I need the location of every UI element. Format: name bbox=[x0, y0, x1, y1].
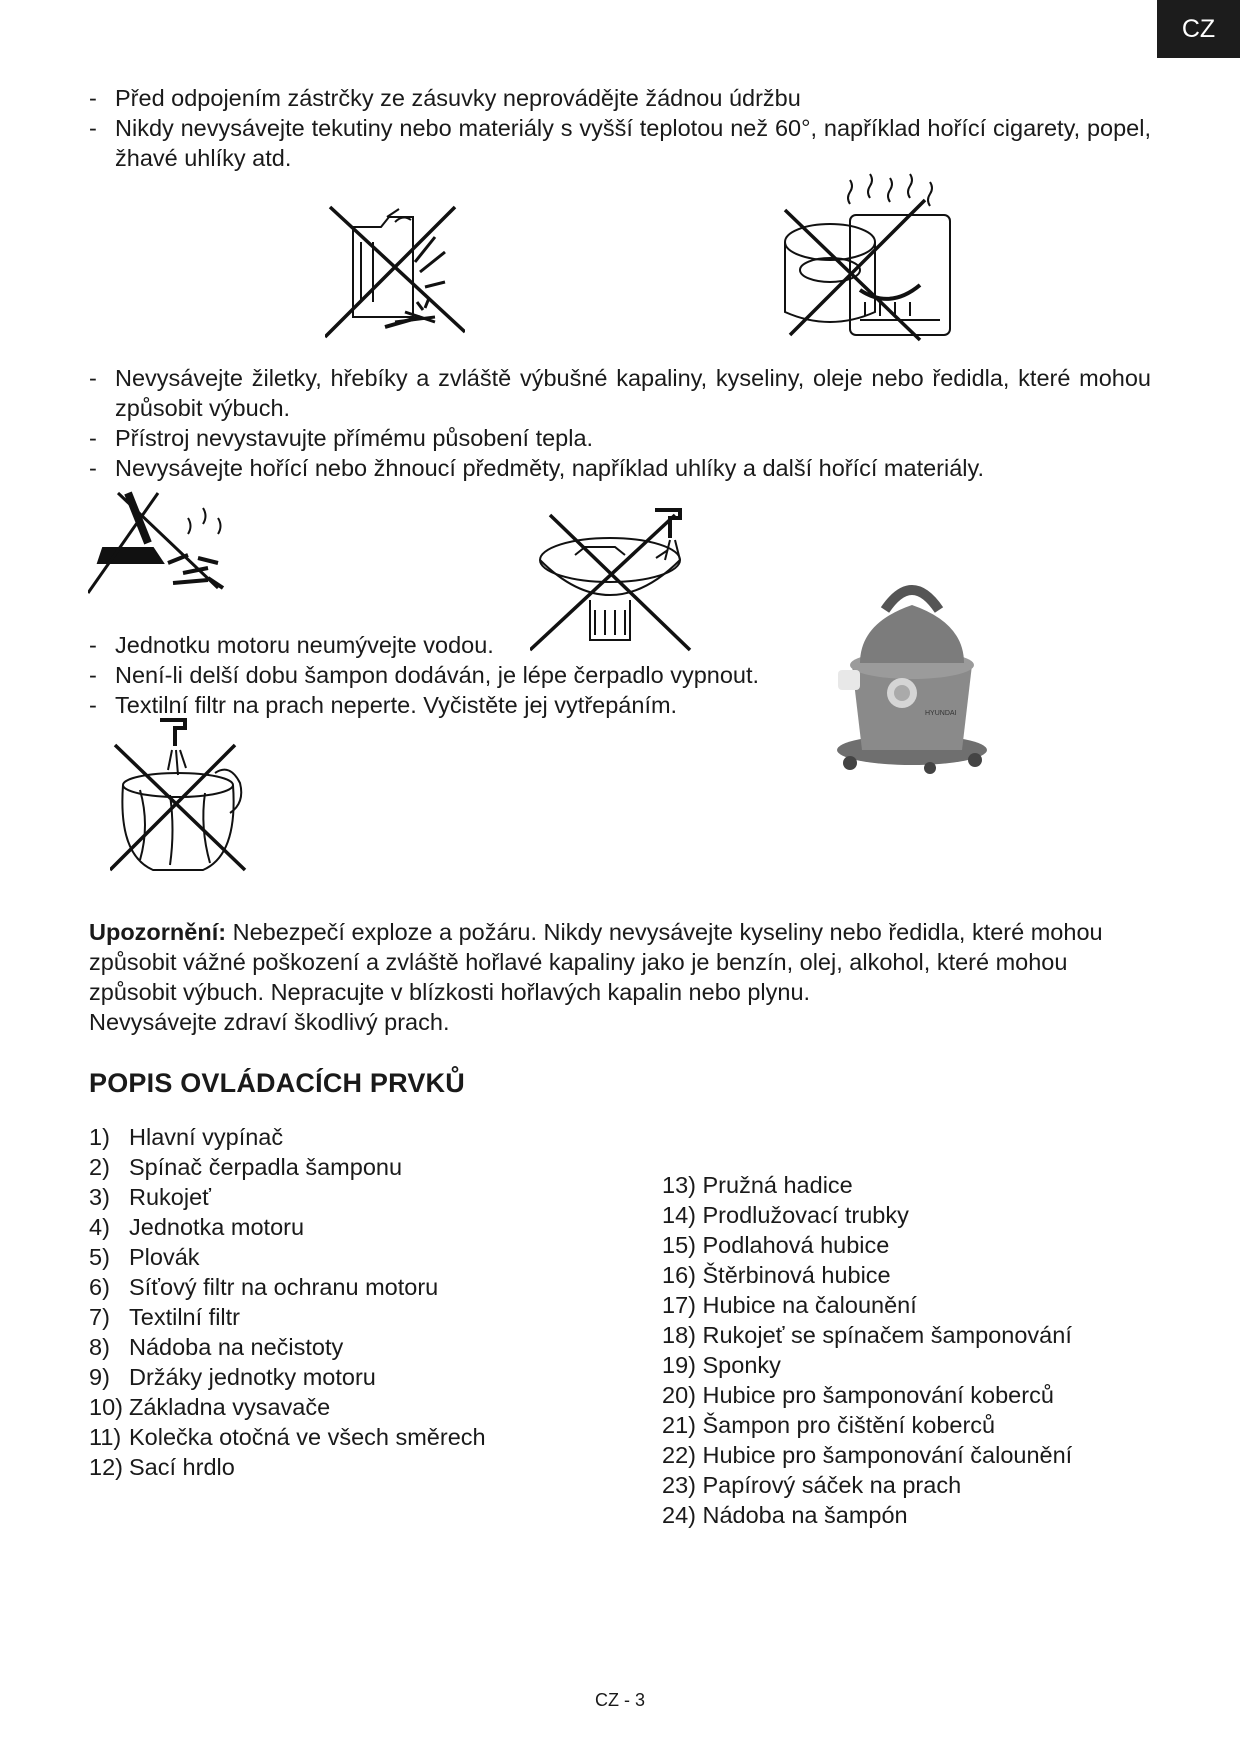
section-title: POPIS OVLÁDACÍCH PRVKŮ bbox=[89, 1068, 465, 1098]
parts-list-left bbox=[89, 1122, 486, 1482]
list-item: 5) Plovák bbox=[89, 1244, 200, 1270]
warning-text: Nebezpečí exploze a požáru. Nikdy nevysávejte kyseliny nebo ředidla, které mohou způsobit vážné poškození a zvláště hořlavé kapaliny jako je benzín, olej, alkohol, které mohou způsobit výbuch. Nepracujte v blízkosti hořlavých kapalin nebo plynu. bbox=[89, 919, 1103, 1005]
list-item: 3) Rukojeť bbox=[89, 1184, 211, 1210]
list-item: 8) Nádoba na nečistoty bbox=[89, 1334, 344, 1360]
safety-list-3 bbox=[89, 630, 789, 720]
list-item: 18) Rukojeť se spínačem šamponování bbox=[662, 1322, 1072, 1348]
list-item: - Není-li delší dobu šampon dodáván, je lépe čerpadlo vypnout. bbox=[89, 662, 760, 688]
list-item: - Před odpojením zástrčky ze zásuvky neprovádějte žádnou údržbu bbox=[89, 85, 801, 111]
no-flammables-illustration bbox=[325, 202, 465, 342]
list-item: - Nevysávejte žiletky, hřebíky a zvláště výbušné kapaliny, kyseliny, oleje nebo ředidla, které mohou způsobit výbuch. bbox=[89, 365, 1151, 421]
safety-list-2 bbox=[89, 363, 1151, 483]
list-item: - Nikdy nevysávejte tekutiny nebo materiály s vyšší teplotou než 60°, například hořící cigarety, popel, žhavé uhlíky atd. bbox=[89, 115, 1151, 171]
list-item: 11) Kolečka otočná ve všech směrech bbox=[89, 1424, 486, 1450]
list-item: - Jednotku motoru neumývejte vodou. bbox=[89, 632, 494, 658]
list-item: 21) Šampon pro čištění koberců bbox=[662, 1412, 996, 1438]
list-item: 13) Pružná hadice bbox=[662, 1172, 853, 1198]
no-burning-objects-illustration bbox=[88, 488, 248, 598]
brand-label: HYUNDAI bbox=[925, 710, 957, 717]
list-item: 7) Textilní filtr bbox=[89, 1304, 240, 1330]
list-item: 6) Síťový filtr na ochranu motoru bbox=[89, 1274, 439, 1300]
parts-list-right bbox=[662, 1170, 1072, 1530]
safety-list-1 bbox=[89, 83, 1151, 173]
list-item: - Přístroj nevystavujte přímému působení tepla. bbox=[89, 425, 594, 451]
no-washing-filter-illustration bbox=[110, 715, 255, 875]
page-number: CZ - 3 bbox=[594, 1690, 645, 1710]
warning-label: Upozornění: bbox=[89, 919, 227, 945]
list-item: 17) Hubice na čalounění bbox=[662, 1292, 917, 1318]
list-item: 4) Jednotka motoru bbox=[89, 1214, 305, 1240]
list-item: 15) Podlahová hubice bbox=[662, 1232, 890, 1258]
list-item: 16) Štěrbinová hubice bbox=[662, 1262, 891, 1288]
warning-text-2: Nevysávejte zdraví škodlivý prach. bbox=[89, 1009, 450, 1035]
list-item: 19) Sponky bbox=[662, 1352, 781, 1378]
list-item: 9) Držáky jednotky motoru bbox=[89, 1364, 376, 1390]
warning-paragraph bbox=[89, 917, 1151, 1037]
list-item: 10) Základna vysavače bbox=[89, 1394, 331, 1420]
list-item: 14) Prodlužovací trubky bbox=[662, 1202, 909, 1228]
no-heat-source-illustration bbox=[770, 170, 960, 345]
list-item: 23) Papírový sáček na prach bbox=[662, 1472, 962, 1498]
list-item: 1) Hlavní vypínač bbox=[89, 1124, 284, 1150]
list-item: - Nevysávejte hořící nebo žhnoucí předměty, například uhlíky a další hořící materiály. bbox=[89, 455, 985, 481]
list-item: 2) Spínač čerpadla šamponu bbox=[89, 1154, 403, 1180]
list-item: 12) Sací hrdlo bbox=[89, 1454, 235, 1480]
list-item: 22) Hubice pro šamponování čalounění bbox=[662, 1442, 1073, 1468]
vacuum-cleaner-photo bbox=[830, 575, 995, 775]
list-item: - Textilní filtr na prach neperte. Vyčistěte jej vytřepáním. bbox=[89, 692, 678, 718]
language-tab: CZ bbox=[1157, 0, 1240, 58]
list-item: 20) Hubice pro šamponování koberců bbox=[662, 1382, 1054, 1408]
list-item: 24) Nádoba na šampón bbox=[662, 1502, 908, 1528]
